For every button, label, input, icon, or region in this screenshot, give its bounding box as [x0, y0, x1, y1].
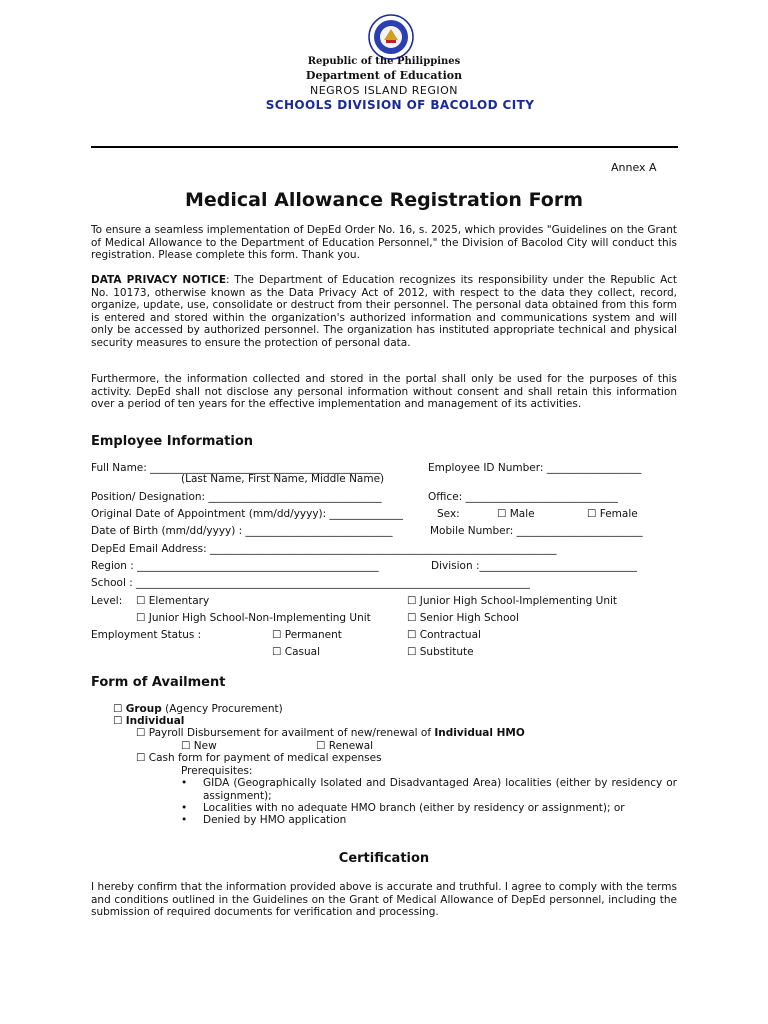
- appointment-date-field: Original Date of Appointment (mm/dd/yyyy): ______________: [91, 508, 404, 520]
- form-title: Medical Allowance Registration Form: [185, 189, 583, 211]
- group-option: [113, 703, 283, 715]
- prerequisite-item: Denied by HMO application: [203, 814, 347, 826]
- employment-status-label: Employment Status :: [91, 629, 202, 641]
- permanent-checkbox: ☐ Permanent: [272, 629, 342, 641]
- jhs-implementing-checkbox: ☐ Junior High School-Implementing Unit: [407, 595, 618, 607]
- individual-checkbox: ☐: [113, 715, 126, 727]
- availment-heading: Form of Availment: [91, 675, 226, 690]
- jhs-non-implementing-checkbox: ☐ Junior High School-Non-Implementing Unit: [136, 612, 371, 624]
- name-hint: (Last Name, First Name, Middle Name): [181, 473, 385, 485]
- employee-info-heading: Employee Information: [91, 434, 254, 449]
- male-checkbox: ☐ Male: [497, 508, 535, 520]
- certification-paragraph: I hereby confirm that the information provided above is accurate and truthful. I agree to comply with the terms and conditions outlined in the Guidelines on the Grant of Medical Allowance of DepEd personnel, including the submission of required documents for verification and processing.: [91, 881, 677, 918]
- intro-paragraph: To ensure a seamless implementation of DepEd Order No. 16, s. 2025, which provides "Guidelines on the Grant of Medical Allowance to the Department of Education Personnel," the Division of Bacolod City will conduct this registration. Please complete this form. Thank you.: [91, 224, 677, 261]
- contractual-checkbox: ☐ Contractual: [407, 629, 481, 641]
- region-heading: NEGROS ISLAND REGION: [309, 84, 459, 97]
- level-label: Level:: [91, 595, 123, 607]
- position-field: Position/ Designation: _________________________________: [91, 491, 382, 503]
- region-field: Region : ______________________________________________: [91, 560, 379, 572]
- substitute-checkbox: ☐ Substitute: [407, 646, 474, 658]
- dob-field: Date of Birth (mm/dd/yyyy) : ____________________________: [91, 525, 393, 537]
- header-divider: [91, 146, 678, 148]
- division-field: Division :______________________________: [431, 560, 637, 572]
- cash-option: ☐ Cash form for payment of medical expenses: [136, 752, 382, 764]
- bullet-mark: •: [181, 814, 188, 826]
- mobile-field: Mobile Number: ________________________: [430, 525, 643, 537]
- privacy-text: : The Department of Education recognizes its responsibility under the Republic Act No. 10173, otherwise known as the Data Privacy Act of 2012, with respect to the data they collect, record, organize, update, use, consolidate or destruct from their personnel. The personal data obtained from this form is entered and stored within the organization's authorized information and communications system and will only be accessed by authorized personnel. The organization has instituted appropriate technical and physical security measures to ensure the protection of personal data.: [91, 274, 677, 349]
- payroll-option: [136, 727, 525, 739]
- employee-id-field: Employee ID Number: __________________: [428, 462, 642, 474]
- sex-label: Sex:: [437, 508, 460, 520]
- bullet-mark: •: [181, 802, 188, 814]
- casual-checkbox: ☐ Casual: [272, 646, 320, 658]
- prerequisite-item: GIDA (Geographically Isolated and Disadvantaged Area) localities (either by residency or assignment);: [203, 777, 677, 802]
- individual-label: Individual: [125, 715, 185, 727]
- individual-option: [113, 715, 184, 727]
- deped-seal-logo: [368, 14, 414, 60]
- school-field: School : ___________________________________________________________________________: [91, 577, 530, 589]
- renewal-checkbox: ☐ Renewal: [316, 740, 374, 752]
- prerequisite-item: Localities with no adequate HMO branch (either by residency or assignment); or: [203, 802, 625, 814]
- prerequisites-label: Prerequisites:: [181, 765, 253, 777]
- department-heading: Department of Education: [305, 69, 463, 82]
- full-name-field: Full Name: ____________________________________________: [91, 462, 382, 474]
- group-checkbox: ☐: [113, 703, 126, 715]
- email-field: DepEd Email Address: __________________________________________________________________: [91, 543, 557, 555]
- female-checkbox: ☐ Female: [587, 508, 638, 520]
- division-heading: SCHOOLS DIVISION OF BACOLOD CITY: [265, 98, 535, 112]
- elementary-checkbox: ☐ Elementary: [136, 595, 210, 607]
- privacy-paragraph: [91, 274, 677, 349]
- group-note: (Agency Procurement): [161, 703, 283, 715]
- annex-label: Annex A: [611, 161, 657, 174]
- shs-checkbox: ☐ Senior High School: [407, 612, 519, 624]
- bullet-mark: •: [181, 777, 188, 789]
- republic-heading: Republic of the Philippines: [307, 56, 461, 67]
- office-field: Office: _____________________________: [428, 491, 618, 503]
- privacy-label: DATA PRIVACY NOTICE: [91, 274, 227, 286]
- group-label: Group: [125, 703, 162, 715]
- new-checkbox: ☐ New: [181, 740, 217, 752]
- furthermore-paragraph: Furthermore, the information collected and stored in the portal shall only be used for the purposes of this activity. DepEd shall not disclose any personal information without consent and shall retain this information over a period of ten years for the effective implementation and management of its activities.: [91, 373, 677, 410]
- payroll-bold-text: Individual HMO: [434, 727, 525, 739]
- payroll-text: ☐ Payroll Disbursement for availment of new/renewal of: [136, 727, 435, 739]
- certification-heading: Certification: [338, 851, 430, 866]
